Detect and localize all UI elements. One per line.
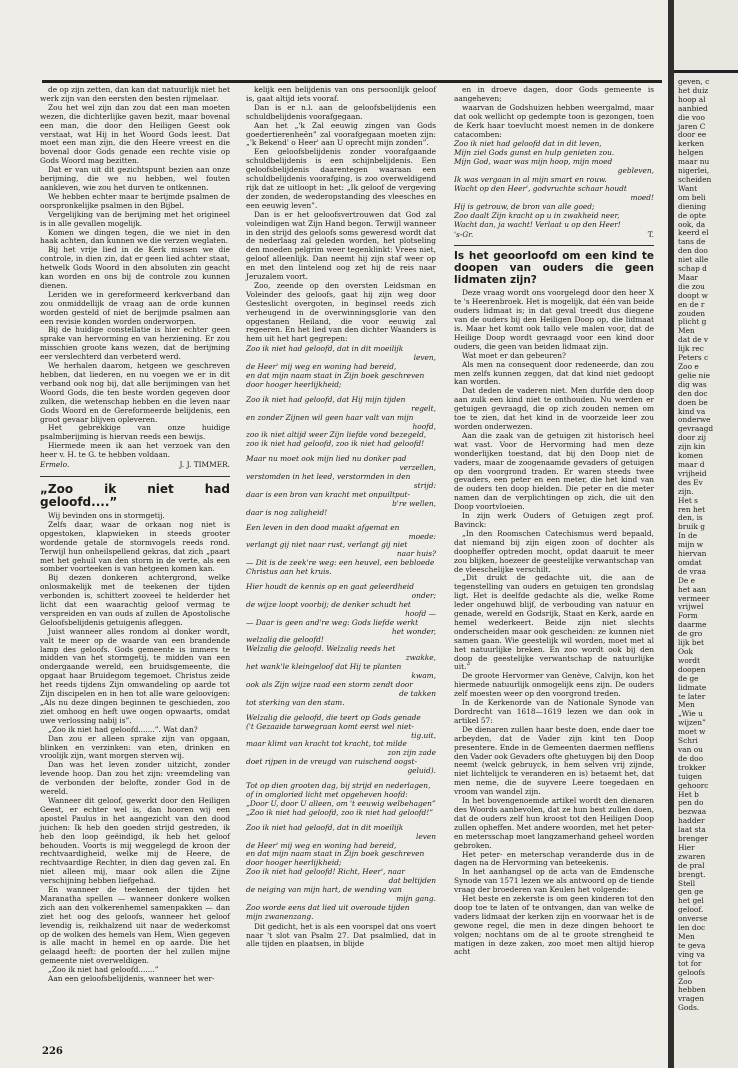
- text-line: ook, da: [678, 219, 706, 229]
- text-line: de doo: [678, 753, 704, 763]
- text-line: des Ev: [678, 477, 703, 487]
- text-line: Zoo: [678, 976, 693, 986]
- poem-line: kwam,: [411, 671, 436, 681]
- text-line: doen be: [678, 397, 708, 407]
- paragraph: Zelfs daar, waar de orkaan nog niet is opgestoken, klapwieken in steeds grooter wordende getale de stormvogels reeds rond. Terwijl hun onheilspellend gekras, dat zich „paart met het gehuil van den storm in de verte, als een somber voorteeken is van hetgeen komen kan.: [40, 519, 230, 574]
- paragraph: Aan het „'k Zal eeuwig zingen van Gods goedertierenheên” zal voorafgegaan moeten zijn: „'k Bekend' o Heer' aan U oprecht mijn zonden”.: [246, 120, 436, 148]
- text-line: Maar: [678, 272, 698, 282]
- paragraph: En wanneer de teekenen der tijden het Maranatha spellen — wanneer donkere wolken zich aan den volkerenhemel samenpakken — dan ziet het oog des geloofs, wanneer het geloof levendig is, reikhalzend uit naar de wederkomst op de wolken des hemels van Hem, Wien gegeven is alle macht in hemel en op aarde. Die het gelaagd heeft: de poorten der hel zullen mijne gemeente niet overweldigen.: [40, 885, 230, 966]
- poem-line: de takken: [399, 688, 436, 698]
- poem-line: Zoo ik niet had geloofd dat in dit leven,: [454, 139, 602, 149]
- poem-line: zwakke,: [405, 653, 436, 663]
- column-2: [246, 86, 436, 949]
- poem-line: de Heer' mij weg en woning had bereid,: [246, 840, 397, 850]
- poem-line: — Daar is geen and're weg: Gods liefde werkt: [246, 617, 419, 627]
- paragraph: In de Kerkenorde van de Nationale Synode van Dordrecht van 1618—1619 lezen we dan ook in artikel 57:: [454, 698, 654, 725]
- paragraph: Bij dezen donkeren achtergrond, welke onlosmakelijk met de teekenen der tijden verbonden is, schittert zooveel te helderder het licht dat een waarachtig geloof vermag te verspreiden en van ouds af zullen de Apostolische Geloofsbelijdenis getuigenis afleggen.: [40, 573, 230, 627]
- paragraph: Zou het wel zijn dan zou dat een man moeten wezen, die dichterlijke gaven bezit, maar bovenal een man, die door den Heiligen Geest ook verstaat, wat Hij in het Woord Gods leest. Dat moet een man zijn, die den Heere vreest en die bovenal door Gods genade een rechte visie op Gods Woord mag bezitten.: [40, 102, 230, 166]
- poem-line: geluid).: [407, 766, 436, 776]
- paragraph: Wij bevinden ons in stormgetij.: [48, 510, 165, 520]
- poem-line: daar is een bron van kracht met onpuiltput-: [246, 489, 410, 499]
- signature-name: J. J. TIMMER.: [179, 460, 230, 470]
- poem-line: of in omgloried licht met opgeheven hoofd:: [246, 789, 408, 799]
- poem-line: gebleven,: [617, 166, 654, 176]
- text-line: den, is: [678, 513, 703, 523]
- paragraph: waarvan de Godshuizen hebben weergalmd, maar dat ook wellicht op gedempte toon is gezongen, toen de Kerk haar toevlucht moest nemen in de donkere catacomben:: [454, 102, 654, 139]
- paragraph: Komen we dingen tegen, die we niet in den haak achten, dan kunnen we die verzen weglaten.: [40, 227, 230, 246]
- text-line: van ou: [678, 744, 703, 754]
- text-line: brengt.: [678, 869, 706, 879]
- paragraph: Dat deden de vaderen niet. Men durfde den doop aan zulk een kind niet te onthouden. Nu werden er getuigen gevraagd, die op zich zouden nemen om toe te zien, dat het kind in de voorzeide leer zou worden onderwezen.: [454, 386, 654, 431]
- text-line: hiervan: [678, 549, 707, 559]
- text-line: Men: [678, 326, 695, 336]
- text-line: te geva: [678, 940, 706, 950]
- page-number: 226: [42, 1046, 63, 1057]
- poem-line: Zoo ik niet had geloofd, dat Hij mijn tijden: [246, 394, 406, 404]
- paragraph: De dienaren zullen haar beste doen, ende daer toe arbeyden, dat de Vader zijn kint ten Doop presentere. Ende in de Gemeenten daermen nefflens den Vader ook Gevaders ofte ghetuygen bij den Doop neemt (welck gebruyck, in hem selven vrij zijnde, niet lichtelijck te veranderen en is) betaemt het, dat men neme, die de suyvere Leere toegedaen en vroom van wandel zijn.: [454, 724, 654, 797]
- text-line: Gods.: [678, 1003, 700, 1013]
- text-line: ren het: [678, 504, 706, 514]
- poem-line: en zonder Zijnen wil geen haar valt van mijn: [246, 412, 414, 422]
- paragraph: Juist wanneer alles rondom al donker wordt, valt te meer op de waarde van een brandende lamp des geloofs. Gods gemeente is immers te midden van het stormgetij, te midden van een ondergaande wereld, een bruidsgemeente, die opgaat haar Bruidegom tegemoet. Christus zeide het reeds tijdens Zijn omwandeling op aarde tot Zijn discipelen en in hen tot alle ware geloovigen: „Als nu deze dingen beginnen te geschieden, zoo ziet omhoog en heft uwe oogen opwaarts, omdat uwe verlossing nabij is”.: [40, 626, 230, 725]
- poem-line: Welzalig die geloofd. Welzalig reeds het: [246, 644, 396, 654]
- text-line: tuigen: [678, 771, 702, 781]
- text-line: Form: [678, 611, 698, 621]
- paragraph: Wat moet er dan gebeuren?: [462, 350, 566, 360]
- poem-line: mijn zwanenzang.: [246, 911, 314, 921]
- adjacent-page: [674, 0, 738, 1068]
- text-line: door ee: [678, 130, 707, 140]
- text-line: Het b: [678, 789, 699, 799]
- poem-line: doet rijpen in de vreugd van ruischend oogst-: [246, 757, 417, 767]
- text-line: dig was: [678, 379, 707, 389]
- text-line: tans de: [678, 237, 706, 247]
- text-line: zijn.: [678, 486, 694, 496]
- paragraph: Dan was het leven zonder uitzicht, zonder levende hoop. Dan zou het zijn: vreemdeling van de verbonden der belofte, zonder God in de wereld.: [40, 760, 230, 797]
- text-line: keerd el: [678, 228, 709, 238]
- poem-line: door hooger heerlijkheid;: [246, 858, 342, 868]
- text-line: Schri: [678, 736, 698, 746]
- paragraph: In het bovengenoemde artikel wordt den dienaren des Woords aanbevolen, dat ze hun best zullen doen, dat de ouders zelf hun kroost tot den Heiligen Doop zullen opheffen. Met andere woorden, met het peter- en metersschap moet langzamerhand geheel worden gebroken.: [454, 796, 654, 850]
- text-line: daarme: [678, 620, 707, 630]
- poem-line: het wonder,: [391, 626, 436, 636]
- column-3: [454, 86, 654, 957]
- paragraph: en in droeve dagen, door Gods gemeente is aangeheven;: [454, 85, 654, 103]
- text-line: wijzen”: [678, 718, 706, 728]
- text-line: helgen: [678, 148, 704, 158]
- text-line: vermeer: [678, 593, 710, 603]
- text-line: Peters c: [678, 353, 709, 363]
- poem-line: Zoo ik niet had geloofd! Richt, Heer', naar: [246, 867, 405, 877]
- text-line: gehoorc: [678, 780, 709, 790]
- poem-line: Wacht op den Heer', godvruchte schaar houdt: [454, 183, 627, 193]
- text-line: en de r: [678, 299, 705, 309]
- text-line: wordt: [678, 655, 701, 665]
- text-line: „Wie u: [678, 709, 703, 719]
- text-line: den doc: [678, 388, 708, 398]
- poem-line: en dat mijn naam staat in Zijn boek geschreven: [246, 371, 425, 380]
- poem-line: moede:: [408, 531, 436, 541]
- text-line: gen ge: [678, 887, 704, 897]
- text-line: het aan: [678, 584, 707, 594]
- poem-line: Christus aan het kruis.: [246, 567, 332, 577]
- text-line: kind va: [678, 406, 706, 416]
- text-line: de gro: [678, 629, 703, 639]
- paragraph: Wanneer dit geloof, gewerkt door den Heiligen Geest, er echter wel is, dan hooren wij een apostel Paulus in het aangezicht van den dood juichen: Ik heb den goeden strijd gestreden, ik heb den loop geëindigd, ik heb het geloof behouden. Voorts is mij weggelegd de kroon der rechtvaardigheid, welke mij de Heere, de rechtvaardige Rechter, in dien dag geven zal. En niet alleen mij, maar ook allen die Zijne verschijning hebben liefgehad.: [40, 795, 230, 886]
- section-divider: [40, 476, 230, 477]
- text-line: geloofs: [678, 967, 705, 977]
- poem-line: b're wellen,: [392, 498, 436, 508]
- text-line: maar d: [678, 459, 705, 469]
- paragraph: De groote Hervormer van Genève, Calvijn, kon het hiermede natuurlijk onmogelijk eens zijn. De ouders zelf moesten weer op den voorgrond treden.: [454, 671, 654, 699]
- text-line: gevraagd: [678, 424, 714, 434]
- poem-line: hoofd —: [405, 608, 436, 618]
- paragraph: „Zoo ik niet had geloofd.......”. Wat dan?: [48, 724, 198, 734]
- text-line: zouden: [678, 308, 705, 318]
- column-1: [40, 86, 230, 984]
- text-line: vrijwel: [678, 602, 704, 612]
- text-line: scheiden: [678, 174, 712, 184]
- paragraph: kelijk een belijdenis van ons persoonlijk geloof is, gaat altijd iets vooraf.: [246, 85, 436, 103]
- text-line: hadder: [678, 816, 705, 826]
- text-line: zwaren: [678, 851, 706, 861]
- poem-line: Welzalig die geloofd, die teert op Gods genade: [246, 712, 421, 722]
- paragraph: Dan is er het geloofsvertrouwen dat God zal voleindigen wat Zijn Hand begon. Terwijl wanneer in den strijd des geloofs soms geweresd wordt dat de nederlaag zal geleden worden, het plotseling den moeden pelgrim weer tegenklinkt: Vrees niet, geloof alleenlijk. Dan neemt hij zijn staf weer op en met den lintelend oog zet hij de reis naar Jeruzalem voort.: [246, 209, 436, 282]
- text-line: vragen: [678, 994, 704, 1004]
- text-line: lijk bet: [678, 638, 704, 648]
- poem-line: Mijn ziel Gods gunst en hulp genieten zou.: [454, 148, 615, 158]
- text-line: len doc: [678, 923, 706, 933]
- poem-line: Wacht dan, ja wacht! Verlaat u op den Heer!: [454, 219, 621, 229]
- text-line: te later: [678, 691, 706, 701]
- poem-line: dat beltijden: [388, 876, 436, 886]
- poem-line: — Dit is de zeek're weg: een heuvel, een bebloede: [246, 558, 435, 568]
- text-line: vrijheid: [678, 468, 707, 478]
- text-line: onverse: [678, 914, 708, 924]
- paragraph: Aan die zaak van de getuigen zit historisch heel wat vast. Voor de Hervorming had men deze wonderlijken toestand, dat bij den Doop niet de vaders, maar de zoogenaamde gevaders of getuigen op den voorgrond traden. Er waren steeds twee gevaders, een peter en een meter, die het kind van de ouders ten doop hielden. Die peter en die meter namen dan de verplichtingen op zich, die uit den Doop voortvloeien.: [454, 430, 654, 512]
- poem-line: hoofd,: [412, 421, 436, 431]
- paragraph: Dan zou er alleen sprake zijn van opgaan, blinken en verzinken: van eten, drinken en vroolijk zijn, want morgen sterven wij.: [40, 733, 230, 761]
- poem-line: het wank'le kleingeloof dat Hij te planten: [246, 662, 402, 672]
- text-line: laat sta: [678, 825, 706, 835]
- text-line: Het s: [678, 495, 698, 505]
- text-line: Ook: [678, 647, 693, 656]
- poem-line: ('t Gezaaide tarwegraan komt eerst wel niet-: [246, 721, 414, 731]
- poem-line: onder;: [411, 590, 436, 600]
- paragraph: „In den Roomschen Catechismus werd bepaald, dat niemand bij zijn eigen zoon of dochter als doopheffer optreden mocht, opdat daaruit te meer zou blijken, hoezeer de geestelijke verwantschap van de vleeschelijke verschilt.: [454, 528, 654, 574]
- poem-line: zoo ik niet had geloofd, zoo ik niet had geloofd!: [246, 439, 425, 449]
- paragraph: Deze vraag wordt ons voorgelegd door den heer X te 's Heerenbroek. Het is mogelijk, dat één van beide ouders lidmaat is; in dat geval treedt dus diegene van de ouders bij den Heiligen Doop op, die lidmaat is. Maar het komt ook tallo vele malen voor, dat de Heilige Doop wordt gevraagd voor een kind door ouders, die geen van beiden lidmaat zijn.: [454, 288, 654, 351]
- text-line: gelie nie: [678, 370, 711, 380]
- article-heading-zoo-ik: „Zoo ik niet had geloofd....”: [40, 481, 230, 509]
- poem-line: zoo ik niet altijd weer Zijn liefde vond bezegeld,: [246, 430, 427, 440]
- poem-line: verlangt gij niet naar rust, verlangt gij niet: [246, 540, 408, 550]
- poem-line: zon zijn zade: [387, 748, 436, 758]
- adjacent-page-text: [678, 78, 713, 1013]
- text-line: Stell: [678, 878, 696, 888]
- text-line: De e: [678, 575, 696, 585]
- article-heading-doop: Is het geoorloofd om een kind te doopen van ouders die geen lidmaten zijn?: [454, 250, 654, 287]
- paragraph: Bij het vrije lied in de Kerk missen we die controle, in dien zin, dat er geen lied achter staat, hetwelk Gods Woord in den absoluten zin geacht kan worden en ons bij de controle zou kunnen dienen.: [40, 245, 230, 290]
- poem-line: „Door U, door U alleen, om 't eeuwig welbehagen”: [246, 798, 436, 808]
- text-line: hoop al: [678, 94, 706, 104]
- signature-name: T.: [647, 229, 654, 239]
- poem-line: ook als Zijn wijze raad een storm zendt door: [246, 680, 413, 689]
- top-rule: [42, 80, 662, 83]
- paragraph: Het gebrekkige van onze huidige psalmberijming is hiervan reeds een bewijs.: [40, 423, 230, 442]
- poem-line: en dat mijn naam staat in Zijn boek geschreven: [246, 849, 425, 859]
- text-line: moet w: [678, 727, 706, 737]
- paragraph: In zijn werk Ouders of Getuigen zegt prof. Bavinck:: [454, 511, 654, 529]
- text-line: door zij: [678, 433, 707, 443]
- text-line: zijn kin: [678, 442, 706, 452]
- text-line: maar nu: [678, 157, 710, 167]
- text-line: omdat: [678, 557, 702, 567]
- paragraph: Dan is er n.l. aan de geloofsbelijdenis een schuldbelijdenis voorafgegaan.: [246, 102, 436, 121]
- paragraph: Hiermede meen ik aan het verzoek van den heer v. H. te G. te hebben voldaan.: [40, 441, 230, 460]
- poem-line: tig.uit,: [411, 730, 436, 740]
- poem-line: leven,: [413, 353, 436, 363]
- text-line: lijk rec: [678, 344, 704, 354]
- text-line: Hier: [678, 842, 695, 852]
- poem-line: strijd:: [413, 480, 436, 490]
- text-line: brenger: [678, 834, 709, 844]
- text-line: schap d: [678, 264, 707, 274]
- paragraph: Aan een geloofsbelijdenis, wanneer het wer-: [48, 974, 215, 984]
- text-line: kerken: [678, 139, 704, 149]
- text-line: de vraa: [678, 566, 706, 576]
- paragraph: Dit gedicht, het is als een voorspel dat ons voert naar 't slot van Psalm 27. Dat psalmlied, dat in alle tijden en plaatsen, in blijde: [246, 921, 436, 949]
- text-line: die voo: [678, 112, 705, 122]
- poem-psalm-27: [454, 140, 654, 229]
- paragraph: Als men na consequent door redeneerde, dan zou men zelfs kunnen zeggen, dat dat kind niet gedoopt kan worden.: [454, 359, 654, 387]
- poem-waanders: [246, 345, 436, 921]
- paragraph: „Dit drukt de gedachte uit, die aan de tegenstelling van ouders en getuigen ten grondslag ligt. Het is deelfde gedachte als die, welke Rome leder ongehuwd blijf, de verbouding van natuur en genade, wereld en Godsrijk, Staat en Kerk, aarde en hemel wederkeert. Beide zijn niet slechts onderscheiden maar ook gescheiden: ze kunnen niet samen gaan. Wie geestelijk wil worden, moet met al het natuurlijke breken. En zoo wordt ook bij den doop de geestelijke verwantschap de natuurlijke uit.”: [454, 573, 654, 672]
- signature-timmer: [40, 461, 230, 470]
- paragraph: Vergelijking van de berijming met het origineel is in alle gevallen mogelijk.: [40, 209, 230, 228]
- paragraph: Leriden we in gereformeerd kerkverband dan zou onmiddellijk de vraag aan de orde kunnen worden gesteld of niet de berijmde psalmen aan een revisie konden worden onderworpen.: [40, 289, 230, 326]
- signature-place: Ermelo.: [40, 460, 70, 470]
- text-line: doopen: [678, 664, 706, 674]
- paragraph: de op zijn zetten, dan kan dat natuurlijk niet het werk zijn van den eersten den besten rijmelaar.: [40, 85, 230, 103]
- text-line: doopt w: [678, 290, 709, 300]
- text-line: tot for: [678, 958, 702, 968]
- poem-line: de neiging van mijn hart, de wending van: [246, 885, 402, 895]
- text-line: het duiz: [678, 85, 709, 95]
- text-line: bezwaa: [678, 807, 707, 817]
- poem-line: Mijn God, waar was mijn hoop, mijn moed: [454, 157, 613, 167]
- paragraph: „Zoo ik niet had geloofd.......”: [48, 965, 159, 975]
- text-line: niet alle: [678, 255, 709, 265]
- poem-line: verstomden in het leed, verstormden in den: [246, 472, 411, 482]
- text-line: aanbied: [678, 103, 708, 113]
- paragraph: Zoo, zeende op den oversten Leidsman en Voleinder des geloofs, gaat hij zijn weg door Gesteslicht overgoten, in beginsel reeds zich verheugend in de overwinningsglorie van den opgestanen Heiland, die voor eeuwig zal regeeren. En het lied van den dichter Waanders is hem uit het hart gegrepen:: [246, 280, 436, 344]
- top-rule: [674, 70, 738, 73]
- paragraph: Het peter- en meterschap veranderde dus in de dagen na de Hervorming van beteekenis.: [454, 849, 654, 868]
- text-line: de pral: [678, 860, 705, 870]
- poem-line: tot sterking van den stam.: [246, 697, 345, 707]
- poem-line: Maar nu moet ook mijn lied nu donker pad: [246, 454, 407, 464]
- text-line: onderwe: [678, 415, 711, 425]
- poem-line: welzalig die geloofd!: [246, 635, 324, 645]
- text-line: In de: [678, 531, 698, 541]
- poem-line: Zoo ik niet had geloofd, dat in dit moeilijk: [246, 822, 404, 832]
- text-line: geloof.: [678, 905, 704, 915]
- poem-line: de Heer' mij weg en woning had bereid,: [246, 362, 397, 372]
- poem-line: Een leven in den dood maakt afgemat en: [246, 522, 400, 532]
- paragraph: We herhalen daarom, hetgeen we geschreven hebben, dat liederen, en nu voegen we er in dit verband ook nog bij, dat alle berijmingen van het Woord Gods, die ten beste worden gegeven door zulken, die wetenschap hebben en die leven naar Gods Woord en de Gereformeerde belijdenis, een groot gevaar blijven opleveren.: [40, 361, 230, 424]
- text-line: pen do: [678, 798, 704, 808]
- poem-line: maar klimt van kracht tot kracht, tot milde: [246, 739, 407, 749]
- text-line: plicht g: [678, 317, 707, 327]
- poem-line: Zoo worde eens dat lied uit overoude tijden: [246, 902, 410, 912]
- text-line: de ge: [678, 673, 699, 683]
- poem-line: regelt,: [411, 403, 436, 413]
- text-line: ving va: [678, 949, 705, 959]
- section-divider: [454, 245, 654, 246]
- poem-line: Hij is getrouw, de bron van alle goed;: [454, 201, 595, 211]
- paragraph: Het beste en zekerste is om geen kinderen tot den doop toe te laten of te ontvangen, dan van welke de vaders lidmaat der kerken zijn en voorwaar het is de gewone regel, die men in deze dingen behoort te volgen; nochtans om de al te groote strengheid te matigen in deze zaken, zoo moet men altijd hierop acht: [454, 894, 654, 957]
- text-line: diening: [678, 201, 707, 211]
- poem-line: Ik was vergaan in al mijn smart en rouw.: [454, 175, 607, 185]
- text-line: den doo: [678, 246, 708, 256]
- text-line: nigerlei,: [678, 166, 710, 176]
- text-line: Zoo e: [678, 362, 699, 371]
- text-line: het gel: [678, 896, 704, 906]
- poem-line: „Zoo ik niet had geloofd, zoo ik niet had geloofd!”: [246, 807, 433, 817]
- text-line: komen: [678, 451, 704, 461]
- text-line: mijn w: [678, 540, 704, 550]
- poem-line: leven: [415, 831, 436, 841]
- poem-line: door hooger heerlijkheid;: [246, 379, 342, 389]
- signature-t: [454, 231, 654, 240]
- text-line: bruik g: [678, 522, 705, 532]
- paragraph: Dat er van uit dit gezichtspunt bezien aan onze berijming, die we nu hebben, wel fouten aankleven, wie zou het durven te ontkennen.: [40, 165, 230, 192]
- poem-line: Zoo daalt Zijn kracht op u in zwakheid neer,: [454, 210, 620, 220]
- text-line: jaren C: [678, 121, 706, 131]
- text-line: om beli: [678, 192, 706, 202]
- text-line: lidmate: [678, 682, 707, 692]
- paragraph: Een geloofsbelijdenis zonder voorafgaande schuldbelijdenis is een schijnbelijdenis. Een geloofsbelijdenis daarentegen waaraan een schuldbelijdenis voorafging, is zoo overweldigend rijk dat ze uitloopt in het: „Ik geloof de vergeving der zonden, de wederopstanding des vleesches en een eeuwig leven”.: [246, 147, 436, 210]
- text-line: de opte: [678, 210, 706, 220]
- text-line: die zou: [678, 281, 705, 291]
- text-line: hebben: [678, 985, 706, 995]
- poem-line: Zoo ik niet had geloofd, dat in dit moeilijk: [246, 344, 404, 354]
- poem-line: Tot op dien grooten dag, bij strijd en nederlagen,: [246, 781, 431, 791]
- text-line: Want: [678, 183, 698, 193]
- poem-line: mijn gang.: [396, 893, 436, 903]
- paragraph: We hebben echter maar te berijmde psalmen de oorspronkelijke psalmen in den Bijbel.: [40, 191, 230, 210]
- signature-place: 's-Gr.: [454, 229, 474, 239]
- poem-line: moed!: [630, 192, 654, 202]
- text-line: dat de v: [678, 335, 709, 345]
- text-line: geven, c: [678, 77, 710, 86]
- poem-line: daar is nog zaligheid!: [246, 507, 328, 517]
- text-line: Men: [678, 700, 695, 710]
- paragraph: In het aanhangsel op de acta van de Emdensche Synode van 1571 lezen we als antwoord op de tiende vraag der broederen van Keulen het volgende:: [454, 867, 654, 895]
- poem-line: de wijze loopt voorbij; de denker schudt het: [246, 599, 411, 609]
- text-line: trokker: [678, 762, 706, 772]
- poem-line: Hier houdt de kennis op en gaat geleerdheid: [246, 582, 414, 592]
- poem-line: naar huis?: [396, 549, 436, 559]
- poem-line: verzellen,: [399, 463, 436, 473]
- paragraph: Bij de huidige constellatie is hier echter geen sprake van hervorming en van herziening. Er zou misschien groote kans wezen, dat de berijming eer verslechterd dan verbeterd werd.: [40, 325, 230, 362]
- text-line: Men: [678, 932, 695, 941]
